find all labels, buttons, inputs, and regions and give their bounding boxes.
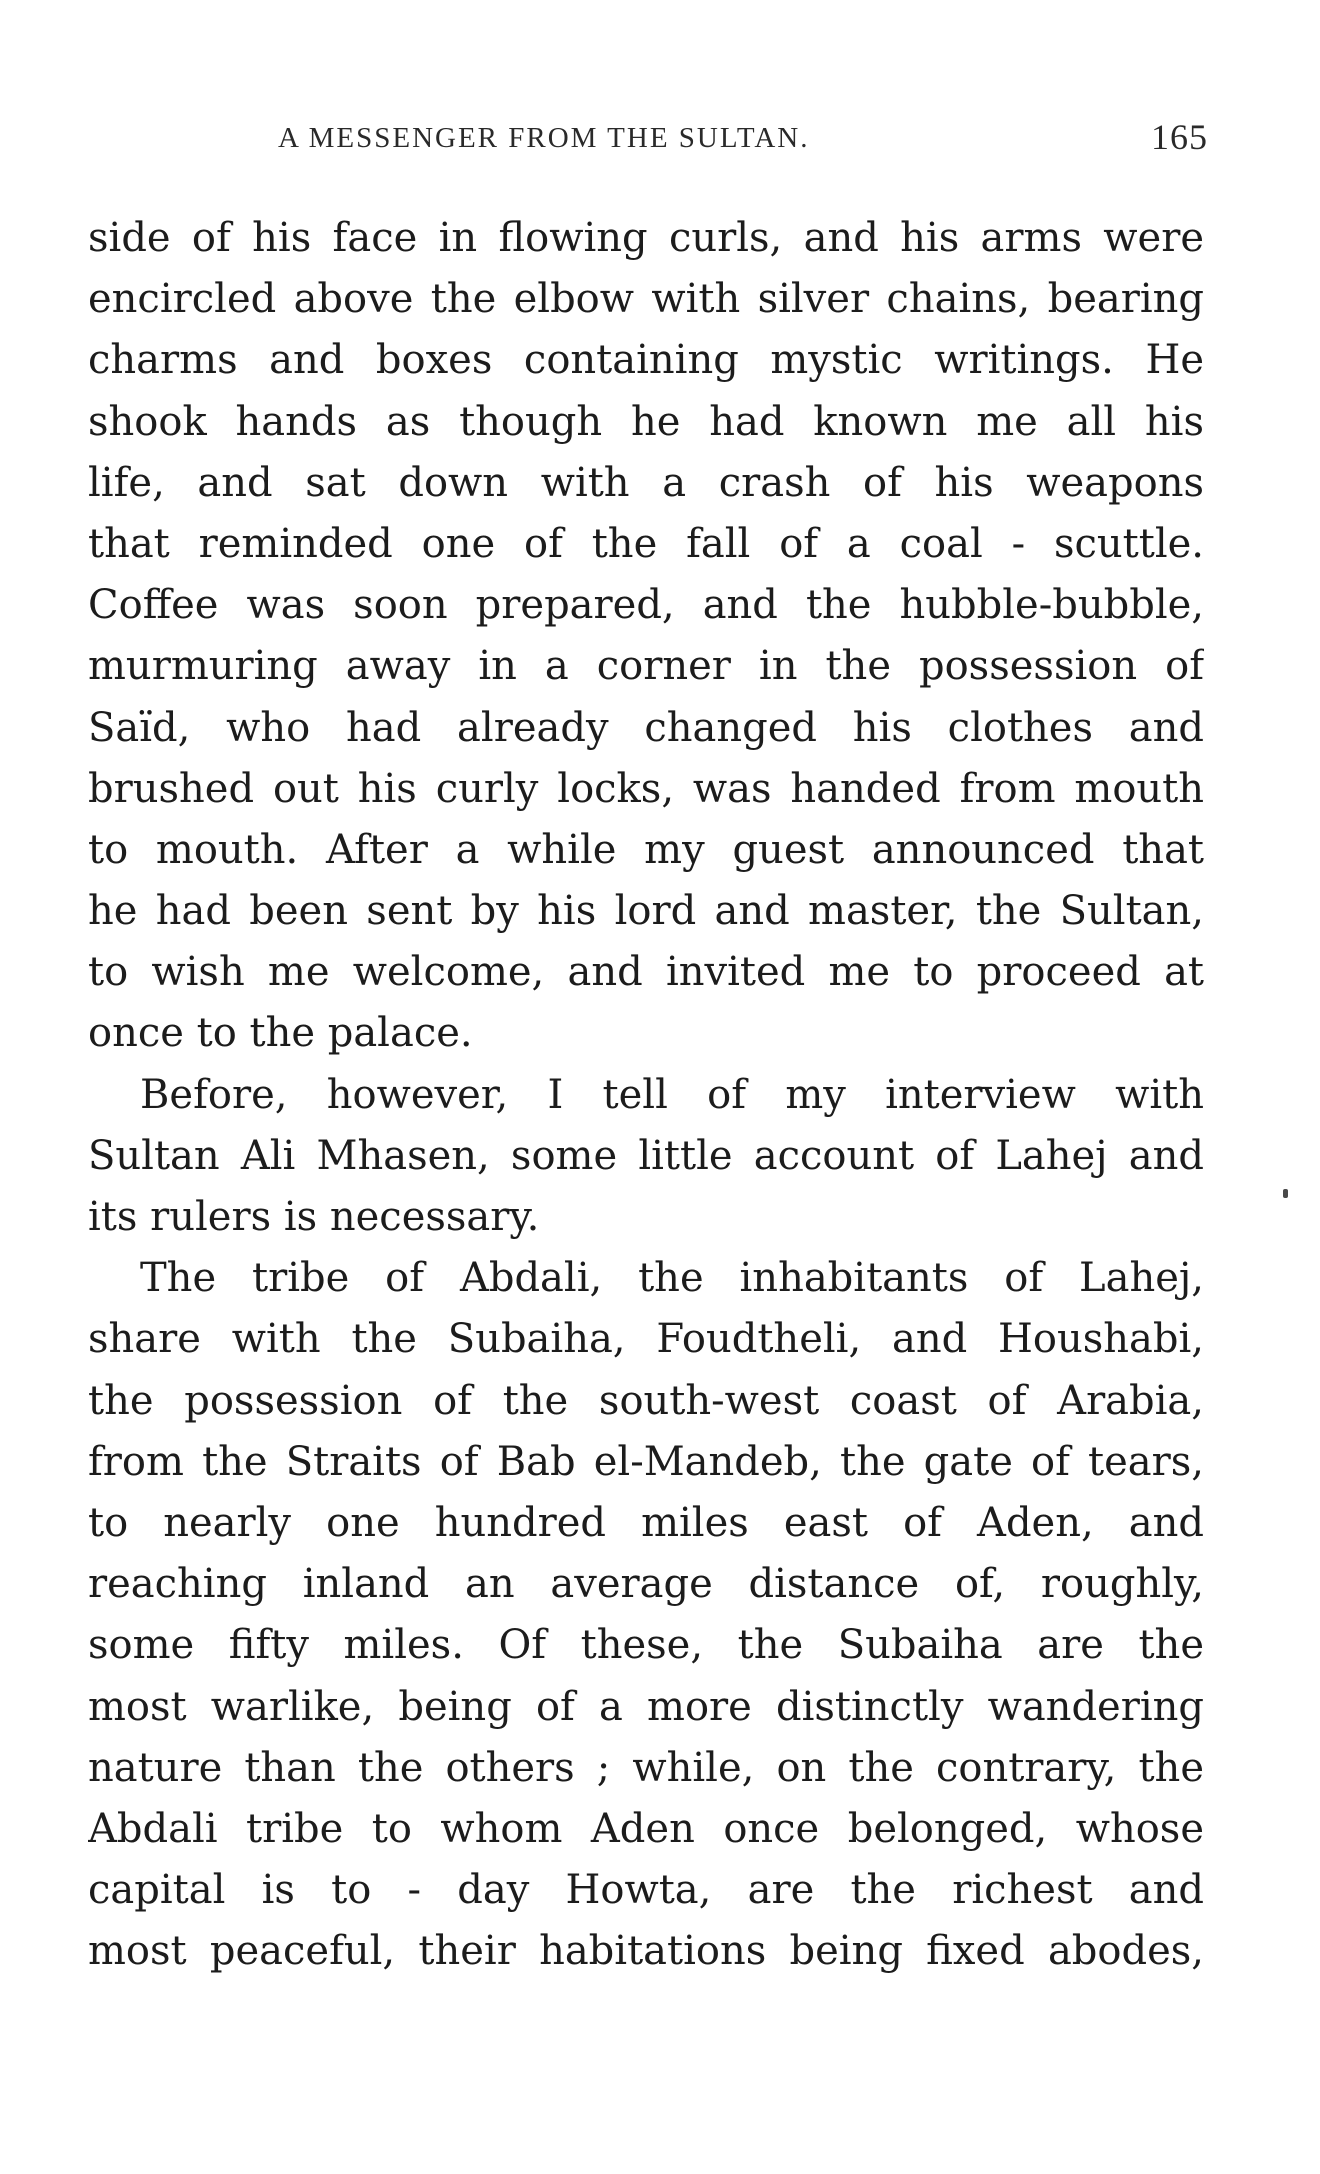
text-line: charms and boxes containing mystic writings. He: [88, 337, 1204, 384]
text-line: to wish me welcome, and invited me to proceed at: [88, 949, 1204, 996]
text-line: he had been sent by his lord and master, the Sultan,: [88, 888, 1204, 935]
body-text: [88, 208, 1204, 1982]
page-number: 165: [1151, 117, 1208, 157]
text-line: side of his face in flowing curls, and his arms were: [88, 215, 1204, 261]
text-line: to nearly one hundred miles east of Aden, and: [88, 1499, 1204, 1546]
text-line: some fifty miles. Of these, the Subaiha are the: [88, 1622, 1204, 1669]
paragraph-end-line: its rulers is necessary.: [88, 1194, 540, 1240]
text-line: brushed out his curly locks, was handed from mouth: [88, 765, 1204, 812]
text-line: from the Straits of Bab el-Mandeb, the gate of tears,: [88, 1438, 1204, 1485]
text-line: encircled above the elbow with silver chains, bearing: [88, 276, 1204, 323]
text-line: share with the Subaiha, Foudtheli, and Houshabi,: [88, 1316, 1204, 1363]
text-line: shook hands as though he had known me all his: [88, 398, 1204, 445]
text-line: Coffee was soon prepared, and the hubble-bubble,: [88, 582, 1204, 629]
text-line: reaching inland an average distance of, roughly,: [88, 1561, 1204, 1608]
margin-speck: [1283, 1189, 1288, 1198]
text-line: life, and sat down with a crash of his weapons: [88, 459, 1204, 506]
text-line: to mouth. After a while my guest announced that: [88, 826, 1204, 873]
text-line: nature than the others ; while, on the contrary, the: [88, 1744, 1204, 1791]
text-line: Abdali tribe to whom Aden once belonged, whose: [88, 1805, 1204, 1852]
paragraph-start-line: Before, however, I tell of my interview with: [140, 1071, 1204, 1118]
text-line: the possession of the south-west coast of Arabia,: [88, 1377, 1204, 1424]
paragraph-end-line: once to the palace.: [88, 1010, 473, 1057]
text-line: capital is to - day Howta, are the richest and: [88, 1867, 1204, 1914]
text-line: Saïd, who had already changed his clothes and: [88, 704, 1204, 751]
text-line: most peaceful, their habitations being fixed abodes,: [88, 1928, 1204, 1975]
text-line: most warlike, being of a more distinctly wandering: [88, 1683, 1204, 1730]
text-line: Sultan Ali Mhasen, some little account of Lahej and: [88, 1132, 1204, 1179]
running-head: [88, 112, 1208, 172]
running-title: A MESSENGER FROM THE SULTAN.: [278, 122, 810, 154]
text-line: murmuring away in a corner in the possession of: [88, 643, 1204, 690]
text-line: that reminded one of the fall of a coal - scuttle.: [88, 520, 1204, 567]
paragraph-start-line: The tribe of Abdali, the inhabitants of Lahej,: [140, 1255, 1204, 1302]
